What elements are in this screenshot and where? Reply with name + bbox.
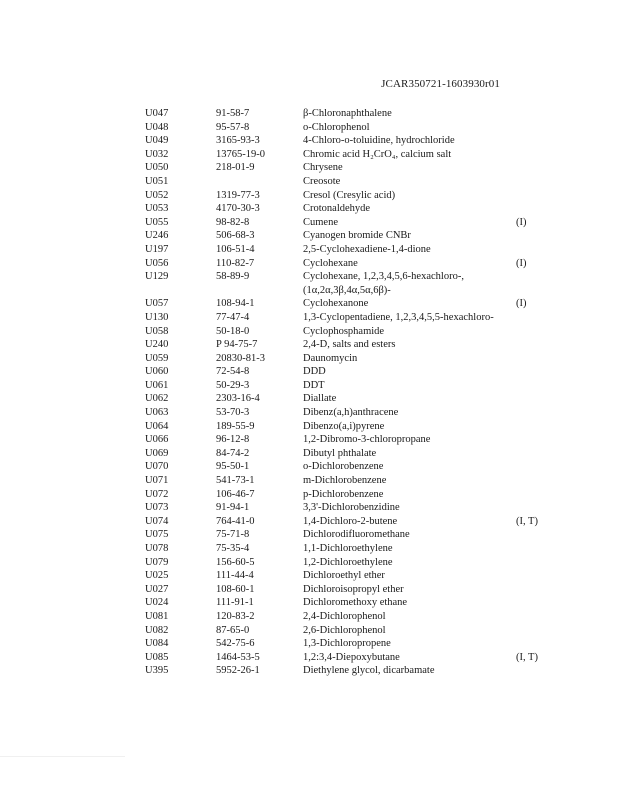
cas-number: 108-94-1: [216, 298, 255, 310]
substance-name: Daunomycin: [303, 352, 358, 364]
table-row: [145, 379, 565, 393]
table-row: [145, 528, 565, 542]
cas-number: 91-58-7: [216, 108, 250, 119]
cas-number: 75-35-4: [216, 543, 250, 554]
substance-name: Chromic acid H₂CrO₄, calcium salt: [303, 148, 452, 160]
table-row: [145, 651, 565, 665]
waste-code: U073: [145, 502, 169, 514]
substance-name: 4-Chloro-o-toluidine, hydrochloride: [303, 135, 455, 147]
cas-number: 20830-81-3: [216, 352, 265, 364]
table-row: [145, 189, 565, 203]
waste-code: U074: [145, 515, 169, 527]
waste-code: U049: [145, 135, 169, 147]
waste-code: U081: [145, 610, 169, 622]
table-row: [145, 229, 565, 243]
table-row: [145, 257, 565, 271]
waste-code: U052: [145, 189, 169, 201]
substance-name: Dibenz(a,h)anthracene: [303, 407, 399, 419]
cas-number: 5952-26-1: [216, 665, 260, 677]
substance-name: o-Dichlorobenzene: [303, 461, 384, 473]
table-row: [145, 488, 565, 502]
table-row: [145, 583, 565, 597]
waste-code: U129: [145, 271, 169, 283]
cas-number: 77-47-4: [216, 311, 250, 323]
hazard-code: (I): [516, 298, 527, 310]
waste-code: U085: [145, 651, 169, 663]
waste-code: U027: [145, 583, 169, 595]
substance-name: Chrysene: [303, 162, 343, 174]
waste-code: U053: [145, 203, 169, 215]
table-row: [145, 297, 565, 311]
waste-code: U064: [145, 420, 169, 432]
table-row: [145, 501, 565, 515]
cas-number: 218-01-9: [216, 162, 255, 174]
waste-code: U395: [145, 665, 169, 677]
substance-name: 1,1-Dichloroethylene: [303, 543, 393, 554]
substance-name: Diethylene glycol, dicarbamate: [303, 665, 435, 677]
cas-number: 13765-19-0: [216, 148, 265, 160]
substance-name: Cyanogen bromide CNBr: [303, 230, 411, 242]
cas-number: 4170-30-3: [216, 203, 260, 215]
waste-code: U032: [145, 148, 169, 160]
substance-name: DDD: [303, 366, 326, 378]
waste-code: U025: [145, 570, 169, 582]
substance-name: Crotonaldehyde: [303, 203, 371, 215]
substance-name: 2,4-D, salts and esters: [303, 339, 396, 351]
substance-name: 1,2:3,4-Diepoxybutane: [303, 651, 400, 663]
cas-number: 110-82-7: [216, 257, 255, 269]
waste-code: U079: [145, 556, 169, 568]
cas-number: 2303-16-4: [216, 393, 260, 405]
substance-name: 3,3'-Dichlorobenzidine: [303, 502, 400, 514]
waste-code: U057: [145, 298, 169, 310]
waste-code: U130: [145, 311, 169, 323]
substance-name: β-Chloronaphthalene: [303, 108, 392, 119]
cas-number: 58-89-9: [216, 271, 250, 283]
table-row: [145, 352, 565, 366]
substance-name: Cyclohexane, 1,2,3,4,5,6-hexachloro-, (1α,2α,3β,4α,5α,6β)-: [303, 271, 464, 296]
table-row: [145, 134, 565, 148]
substance-name: Dibenzo(a,i)pyrene: [303, 420, 385, 432]
document-id: JCAR350721-1603930r01: [381, 78, 500, 90]
cas-number: 541-73-1: [216, 475, 255, 487]
waste-code: U055: [145, 216, 169, 228]
waste-code: U051: [145, 175, 169, 187]
table-row: [145, 433, 565, 447]
table-row: [145, 311, 565, 325]
table-row: [145, 338, 565, 352]
cas-number: 506-68-3: [216, 230, 255, 242]
cas-number: 120-83-2: [216, 610, 255, 622]
cas-number: 764-41-0: [216, 515, 255, 527]
cas-number: 1464-53-5: [216, 651, 260, 663]
waste-code: U056: [145, 257, 169, 269]
substance-name: 1,4-Dichloro-2-butene: [303, 515, 398, 527]
waste-code: U078: [145, 543, 169, 554]
cas-number: P 94-75-7: [216, 339, 258, 351]
cas-number: 96-12-8: [216, 434, 250, 446]
waste-code: U084: [145, 638, 169, 650]
waste-code: U059: [145, 352, 169, 364]
table-row: [145, 392, 565, 406]
table-row: [145, 624, 565, 638]
waste-code: U070: [145, 461, 169, 473]
substance-name: Dichloromethoxy ethane: [303, 597, 408, 609]
table-row: [145, 148, 565, 162]
cas-number: 111-91-1: [216, 597, 254, 609]
hazard-code: (I): [516, 216, 527, 228]
waste-code: U058: [145, 325, 169, 337]
waste-code: U197: [145, 243, 169, 255]
cas-number: 106-46-7: [216, 488, 255, 500]
substance-name: 2,5-Cyclohexadiene-1,4-dione: [303, 243, 431, 255]
cas-number: 111-44-4: [216, 570, 254, 582]
table-row: [145, 474, 565, 488]
table-row: [145, 596, 565, 610]
table-row: [145, 460, 565, 474]
substance-name: DDT: [303, 379, 325, 391]
substance-name: Cresol (Cresylic acid): [303, 189, 396, 201]
cas-number: 50-29-3: [216, 379, 250, 391]
cas-number: 156-60-5: [216, 556, 255, 568]
substance-name: 1,3-Cyclopentadiene, 1,2,3,4,5,5-hexachloro-: [303, 311, 494, 323]
substance-name: Cyclohexanone: [303, 298, 369, 310]
table-row: [145, 175, 565, 189]
waste-code: U063: [145, 407, 169, 419]
cas-number: 95-50-1: [216, 461, 250, 473]
table-row: [145, 569, 565, 583]
waste-code: U060: [145, 366, 169, 378]
cas-number: 98-82-8: [216, 216, 250, 228]
cas-number: 53-70-3: [216, 407, 250, 419]
substance-name: 1,2-Dichloroethylene: [303, 556, 393, 568]
table-row: [145, 243, 565, 257]
cas-number: 189-55-9: [216, 420, 255, 432]
substance-name: Creosote: [303, 175, 341, 187]
table-row: [145, 637, 565, 651]
cas-number: 50-18-0: [216, 325, 250, 337]
substance-name: p-Dichlorobenzene: [303, 488, 384, 500]
waste-code: U047: [145, 108, 169, 119]
hazard-code: (I, T): [516, 651, 538, 663]
page-edge-divider: [0, 756, 125, 757]
table-row: [145, 107, 565, 121]
substance-name: Cyclophosphamide: [303, 325, 385, 337]
table-row: [145, 216, 565, 230]
waste-code: U050: [145, 162, 169, 174]
cas-number: 95-57-8: [216, 121, 250, 133]
table-row: [145, 515, 565, 529]
waste-code: U069: [145, 447, 169, 459]
substance-name: Dichlorodifluoromethane: [303, 529, 410, 541]
substance-name: Dichloroisopropyl ether: [303, 583, 404, 595]
cas-number: 542-75-6: [216, 638, 255, 650]
waste-code: U082: [145, 624, 169, 636]
cas-number: 108-60-1: [216, 583, 255, 595]
table-row: [145, 406, 565, 420]
table-row: [145, 365, 565, 379]
table-row: [145, 270, 565, 297]
cas-number: 91-94-1: [216, 502, 250, 514]
substance-name: Dibutyl phthalate: [303, 447, 377, 459]
cas-number: 106-51-4: [216, 243, 255, 255]
table-row: [145, 325, 565, 339]
waste-code: U246: [145, 230, 169, 242]
hazard-code: (I, T): [516, 515, 538, 527]
waste-code: U071: [145, 475, 169, 487]
table-row: [145, 121, 565, 135]
table-row: [145, 542, 565, 556]
waste-code: U048: [145, 121, 169, 133]
substance-name: Cumene: [303, 216, 338, 228]
cas-number: 1319-77-3: [216, 189, 260, 201]
cas-number: 87-65-0: [216, 624, 250, 636]
waste-code: U062: [145, 393, 169, 405]
table-row: [145, 664, 565, 678]
cas-number: 75-71-8: [216, 529, 250, 541]
substance-name: o-Chlorophenol: [303, 121, 370, 133]
substance-name: Cyclohexane: [303, 257, 358, 269]
substance-name: 2,6-Dichlorophenol: [303, 624, 386, 636]
waste-code: U072: [145, 488, 169, 500]
hazard-code: (I): [516, 257, 527, 269]
table-row: [145, 202, 565, 216]
waste-code: U061: [145, 379, 169, 391]
waste-code: U024: [145, 597, 169, 609]
hazardous-waste-table: [145, 107, 565, 678]
cas-number: 72-54-8: [216, 366, 250, 378]
substance-name: m-Dichlorobenzene: [303, 475, 387, 487]
cas-number: 84-74-2: [216, 447, 250, 459]
substance-name: 2,4-Dichlorophenol: [303, 610, 386, 622]
cas-number: 3165-93-3: [216, 135, 260, 147]
substance-name: Dichloroethyl ether: [303, 570, 385, 582]
substance-name: 1,3-Dichloropropene: [303, 638, 391, 650]
waste-code: U066: [145, 434, 169, 446]
table-row: [145, 447, 565, 461]
table-row: [145, 556, 565, 570]
table-row: [145, 161, 565, 175]
waste-code: U075: [145, 529, 169, 541]
substance-name: Diallate: [303, 393, 337, 405]
waste-code: U240: [145, 339, 169, 351]
substance-name: 1,2-Dibromo-3-chloropropane: [303, 434, 431, 446]
table-row: [145, 420, 565, 434]
table-row: [145, 610, 565, 624]
